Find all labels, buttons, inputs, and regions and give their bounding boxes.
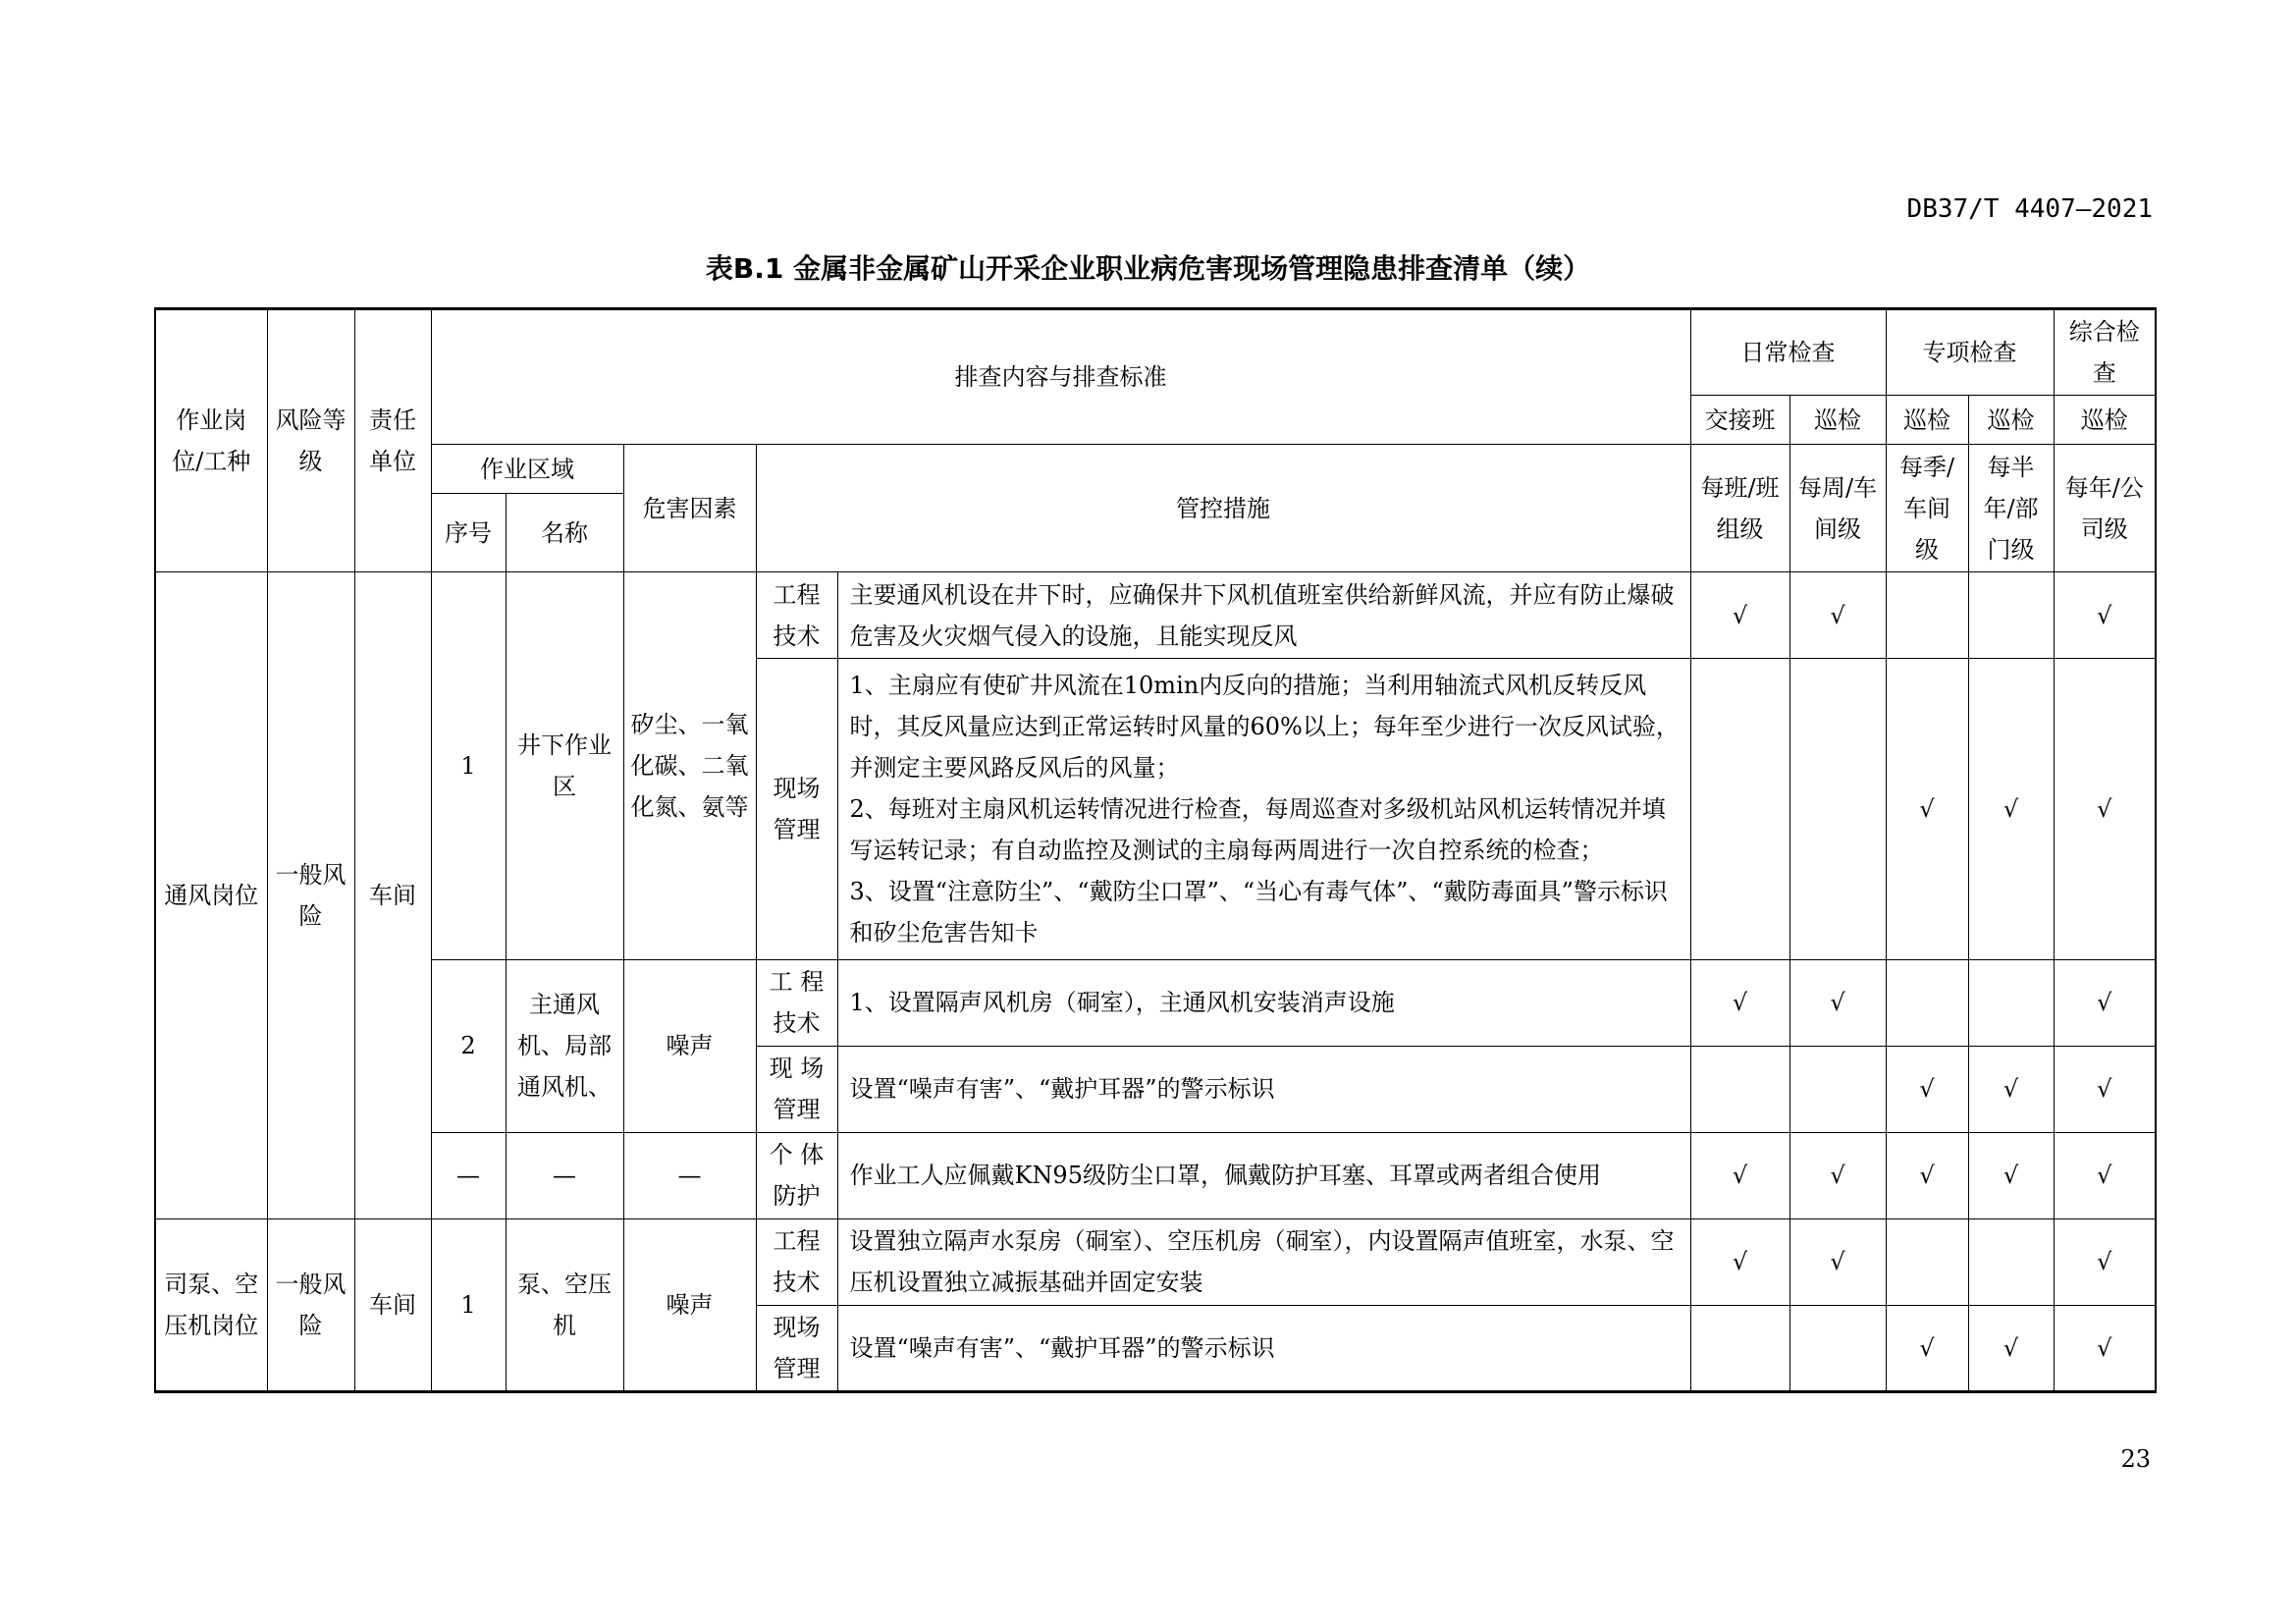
seq-cell: 2: [431, 959, 506, 1132]
check-cell: [1886, 572, 1968, 659]
measure-type-cell: 现场管理: [756, 1305, 837, 1391]
seq-cell: 1: [431, 572, 506, 959]
header-special: 专项检查: [1886, 309, 2054, 396]
measure-type-cell: 现 场管理: [756, 1046, 837, 1132]
header-risk: 风险等级: [267, 309, 354, 572]
check-cell: [1789, 1046, 1886, 1132]
job-cell: 司泵、空压机岗位: [155, 1218, 267, 1391]
check-cell: √: [1968, 1132, 2054, 1218]
table-row: [155, 1218, 2156, 1305]
check-cell: √: [2054, 1218, 2156, 1305]
check-cell: √: [1968, 1046, 2054, 1132]
check-cell: √: [2054, 659, 2156, 959]
header-seq: 序号: [431, 494, 506, 572]
header-patrol-special-1: 巡检: [1886, 396, 1968, 445]
check-cell: √: [1886, 659, 1968, 959]
check-cell: √: [1789, 572, 1886, 659]
header-area: 作业区域: [431, 445, 623, 494]
header-patrol-comprehensive: 巡检: [2054, 396, 2156, 445]
seq-cell: —: [431, 1132, 506, 1218]
header-name: 名称: [506, 494, 623, 572]
header-unit: 责任单位: [354, 309, 431, 572]
measure-type-cell: 现场管理: [756, 659, 837, 959]
check-cell: [1789, 1305, 1886, 1391]
measure-text-cell: 设置独立隔声水泵房（硐室）、空压机房（硐室），内设置隔声值班室，水泵、空压机设置独立减振基础并固定安装: [837, 1218, 1690, 1305]
inspection-table: [154, 307, 2157, 1393]
check-cell: [1690, 659, 1789, 959]
check-cell: [1690, 1046, 1789, 1132]
check-cell: √: [1690, 572, 1789, 659]
measure-text-cell: 1、设置隔声风机房（硐室），主通风机安装消声设施: [837, 959, 1690, 1046]
check-cell: [1886, 959, 1968, 1046]
check-cell: [1789, 659, 1886, 959]
check-cell: [1968, 572, 2054, 659]
hazard-cell: 噪声: [623, 1218, 756, 1391]
table-title: 表B.1 金属非金属矿山开采企业职业病危害现场管理隐患排查清单（续）: [705, 252, 1591, 285]
seq-cell: 1: [431, 1218, 506, 1391]
check-cell: √: [1789, 959, 1886, 1046]
header-shift: 交接班: [1690, 396, 1789, 445]
measure-type-cell: 工 程技术: [756, 959, 837, 1046]
measure-type-cell: 工程技术: [756, 1218, 837, 1305]
risk-cell: 一般风险: [267, 572, 354, 1219]
check-cell: √: [1886, 1132, 1968, 1218]
check-cell: √: [1968, 1305, 2054, 1391]
header-measure: 管控措施: [756, 445, 1690, 572]
header-patrol-daily: 巡检: [1789, 396, 1886, 445]
check-cell: √: [1968, 659, 2054, 959]
hazard-cell: 矽尘、一氧化碳、二氧化氮、氨等: [623, 572, 756, 959]
area-name-cell: —: [506, 1132, 623, 1218]
check-cell: √: [2054, 959, 2156, 1046]
header-freq-5: 每年/公司级: [2054, 445, 2156, 572]
header-comprehensive: 综合检查: [2054, 309, 2156, 396]
header-daily: 日常检查: [1690, 309, 1886, 396]
header-freq-2: 每周/车间级: [1789, 445, 1886, 572]
check-cell: √: [1886, 1046, 1968, 1132]
measure-text-cell: 主要通风机设在井下时，应确保井下风机值班室供给新鲜风流，并应有防止爆破危害及火灾烟气侵入的设施，且能实现反风: [837, 572, 1690, 659]
page-number: 23: [2120, 1445, 2151, 1473]
check-cell: √: [1690, 959, 1789, 1046]
header-freq-3: 每季/车间级: [1886, 445, 1968, 572]
measure-text-cell: 1、主扇应有使矿井风流在10min内反向的措施；当利用轴流式风机反转反风时，其反风量应达到正常运转时风量的60%以上；每年至少进行一次反风试验，并测定主要风路反风后的风量； 2、每班对主扇风机运转情况进行检查，每周巡查对多级机站风机运转情况并填写运转记录；有自动监控及测试的主扇每两周进行一次自控系统的检查； 3、设置“注意防尘”、“戴防尘口罩”、“当心有毒气体”、“戴防毒面具”警示标识和矽尘危害告知卡: [837, 659, 1690, 959]
hazard-cell: —: [623, 1132, 756, 1218]
unit-cell: 车间: [354, 572, 431, 1219]
header-row-1: [155, 309, 2156, 396]
table-row: [155, 1132, 2156, 1218]
check-cell: √: [1886, 1305, 1968, 1391]
document-code: DB37/T 4407—2021: [1906, 194, 2153, 224]
measure-text-cell: 设置“噪声有害”、“戴护耳器”的警示标识: [837, 1046, 1690, 1132]
check-cell: [1968, 1218, 2054, 1305]
area-name-cell: 主通风机、局部通风机、: [506, 959, 623, 1132]
header-freq-4: 每半年/部门级: [1968, 445, 2054, 572]
risk-cell: 一般风险: [267, 1218, 354, 1391]
measure-type-cell: 工程技术: [756, 572, 837, 659]
check-cell: [1886, 1218, 1968, 1305]
check-cell: √: [2054, 1046, 2156, 1132]
check-cell: √: [2054, 1132, 2156, 1218]
header-patrol-special-2: 巡检: [1968, 396, 2054, 445]
unit-cell: 车间: [354, 1218, 431, 1391]
header-row-3: [155, 445, 2156, 494]
header-content: 排查内容与排查标准: [431, 309, 1690, 445]
table-row: [155, 959, 2156, 1046]
check-cell: √: [2054, 1305, 2156, 1391]
header-freq-1: 每班/班组级: [1690, 445, 1789, 572]
job-cell: 通风岗位: [155, 572, 267, 1219]
hazard-cell: 噪声: [623, 959, 756, 1132]
area-name-cell: 泵、空压机: [506, 1218, 623, 1391]
area-name-cell: 井下作业区: [506, 572, 623, 959]
check-cell: √: [1789, 1218, 1886, 1305]
header-hazard: 危害因素: [623, 445, 756, 572]
table-row: [155, 572, 2156, 659]
check-cell: √: [2054, 572, 2156, 659]
check-cell: √: [1690, 1132, 1789, 1218]
measure-text-cell: 作业工人应佩戴KN95级防尘口罩，佩戴防护耳塞、耳罩或两者组合使用: [837, 1132, 1690, 1218]
header-job: 作业岗位/工种: [155, 309, 267, 572]
check-cell: [1690, 1305, 1789, 1391]
check-cell: √: [1789, 1132, 1886, 1218]
check-cell: [1968, 959, 2054, 1046]
measure-text-cell: 设置“噪声有害”、“戴护耳器”的警示标识: [837, 1305, 1690, 1391]
check-cell: √: [1690, 1218, 1789, 1305]
measure-type-cell: 个 体防护: [756, 1132, 837, 1218]
